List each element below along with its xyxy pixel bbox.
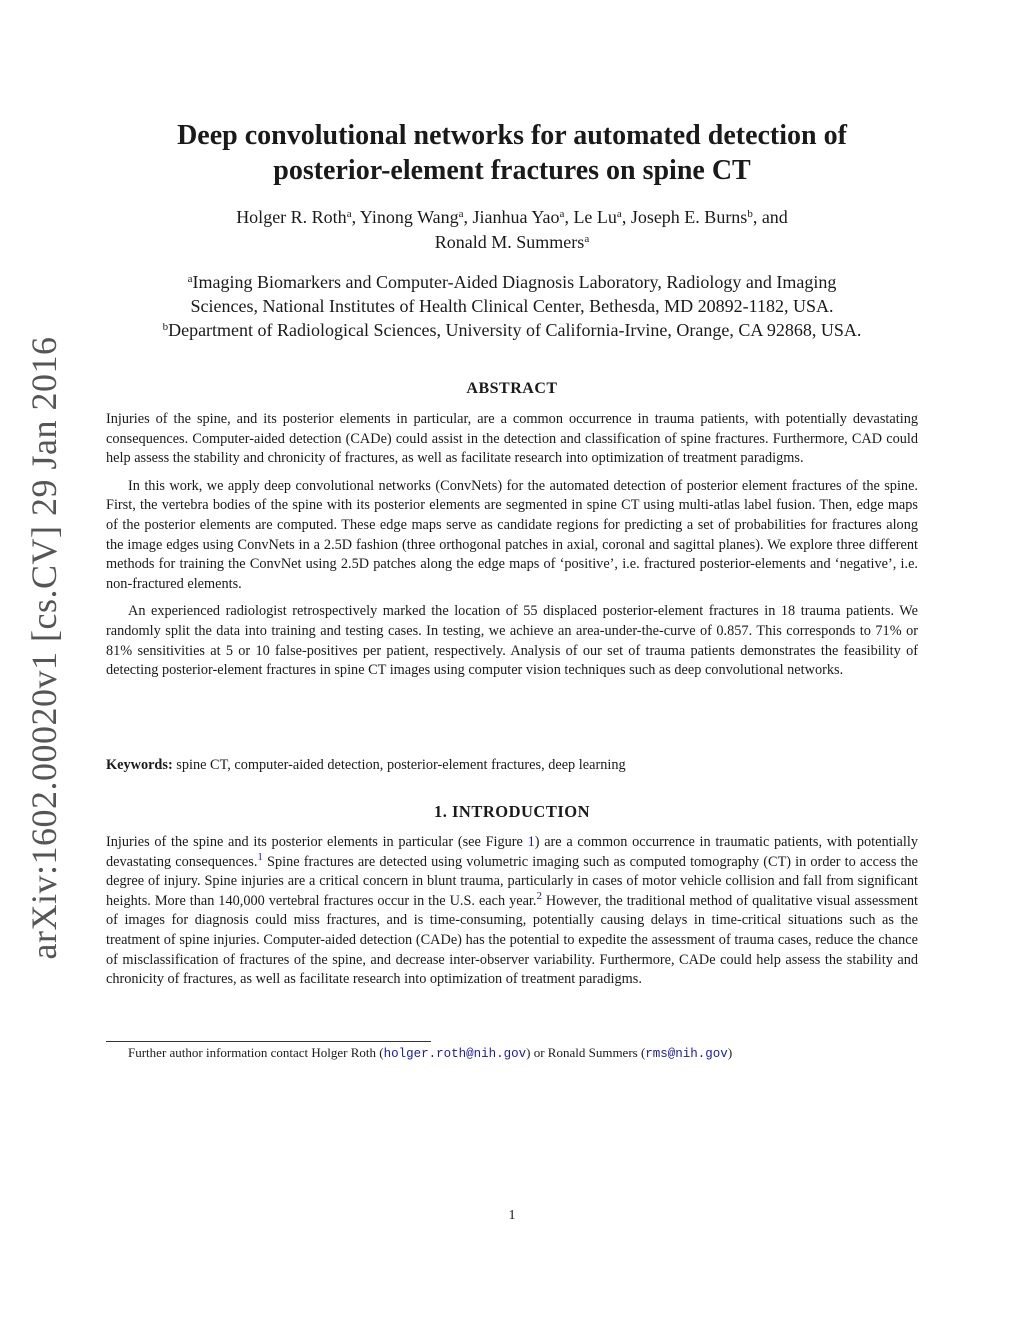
author-list — [120, 205, 904, 255]
author-name: Joseph E. Burns — [630, 207, 748, 227]
author-separator: , — [463, 207, 473, 227]
affiliation-mark: b — [162, 321, 169, 333]
author-name: Ronald M. Summers — [434, 232, 585, 252]
author-line-2 — [120, 230, 904, 255]
arxiv-identifier: arXiv:1602.00020v1 [cs.CV] 29 Jan 2016 — [24, 336, 64, 960]
author-separator: , and — [752, 207, 788, 227]
citation-link-2[interactable]: 2 — [536, 889, 542, 902]
affiliation-text: Department of Radiological Sciences, University of California-Irvine, Orange, CA 92868, USA. — [168, 320, 862, 340]
introduction-paragraph — [106, 833, 918, 990]
section-heading-introduction: 1. INTRODUCTION — [433, 802, 591, 821]
introduction-body — [106, 833, 918, 998]
keywords-text: spine CT, computer-aided detection, posterior-element fractures, deep learning — [172, 757, 626, 773]
intro-text: Spine fractures are detected using volumetric imaging such as computed tomography (CT) in order to access the degree of injury. Spine injuries are a critical concern in blunt trauma, particularly in cases of motor vehicle collision and fall from significant heights. More than 140,000 vertebral fractures occur in the U.S. each year. — [106, 853, 919, 909]
intro-text: Injuries of the spine and its posterior elements in particular (see Figure — [106, 834, 528, 850]
citation-link-1[interactable]: 1 — [257, 850, 263, 863]
intro-text: ) are a common occurrence in traumatic patients, with potentially devastating consequences. — [106, 834, 918, 870]
abstract-paragraph-2: In this work, we apply deep convolutional networks (ConvNets) for the automated detection of posterior element fractures of the spine. First, the vertebra bodies of the spine with its posterior elements are segmented in spine CT using multi-atlas label fusion. Then, edge maps of the posterior elements are computed. These edge maps serve as candidate regions for predicting a set of probabilities for fractures along the image edges using ConvNets in a 2.5D fashion (three orthogonal patches in axial, coronal and sagittal planes). We explore three different methods for training the ConvNet using 2.5D patches along the edge maps of ‘positive’, i.e. fractured posterior-elements and ‘negative’, i.e. non-fractured elements. — [106, 477, 918, 592]
abstract-paragraph-1: Injuries of the spine, and its posterior elements in particular, are a common occurrence in trauma patients, with potentially devastating consequences. Computer-aided detection (CADe) could assist in the detection and classification of spine fractures. Furthermore, CAD could help assess the stability and chronicity of fractures, as well as facilitate research into optimization of treatment paradigms. — [106, 411, 918, 467]
email-link-holger-roth[interactable]: holger.roth@nih.gov — [383, 1047, 527, 1061]
author-contact-footnote — [106, 1044, 918, 1063]
author-line-1 — [120, 205, 904, 230]
author-affiliation-mark: a — [584, 233, 590, 245]
author-affiliation-mark: a — [458, 208, 464, 220]
affiliation-list — [100, 270, 924, 342]
affiliation-a-line-2: Sciences, National Institutes of Health Clinical Center, Bethesda, MD 20892-1182, USA. — [190, 296, 834, 316]
author-name: Holger R. Roth — [236, 207, 347, 227]
author-separator: , — [564, 207, 574, 227]
author-affiliation-mark: a — [616, 208, 622, 220]
author-affiliation-mark: b — [747, 208, 753, 220]
affiliation-b-line — [100, 318, 924, 342]
affiliation-a-line-1 — [100, 270, 924, 294]
keywords-label: Keywords: — [106, 757, 173, 773]
abstract-heading: ABSTRACT — [466, 380, 558, 397]
title-line-2: posterior-element fractures on spine CT — [273, 155, 751, 186]
abstract-body — [106, 410, 918, 689]
affiliation-mark: a — [187, 273, 193, 285]
author-separator: , — [351, 207, 360, 227]
footnote-text: Further author information contact Holger Roth ( — [128, 1045, 384, 1060]
author-separator: , — [621, 207, 631, 227]
footnote-text: ) or Ronald Summers ( — [526, 1045, 646, 1060]
keywords-line — [106, 756, 918, 776]
paper-title — [120, 118, 904, 188]
title-line-1: Deep convolutional networks for automated detection of — [177, 120, 847, 151]
page-number: 1 — [508, 1208, 516, 1223]
author-affiliation-mark: a — [559, 208, 565, 220]
footnote-divider — [106, 1041, 431, 1042]
figure-reference-link[interactable]: 1 — [527, 834, 535, 850]
footnote-text: ) — [727, 1045, 733, 1060]
author-name: Yinong Wang — [359, 207, 459, 227]
abstract-paragraph-3: An experienced radiologist retrospectively marked the location of 55 displaced posterior-element fractures in 18 trauma patients. We randomly split the data into training and testing cases. In testing, we achieve an area-under-the-curve of 0.857. This corresponds to 71% or 81% sensitivities at 5 or 10 false-positives per patient, respectively. Analysis of our set of trauma patients demonstrates the feasibility of detecting posterior-element fractures in spine CT images using computer vision techniques such as deep convolutional networks. — [106, 603, 918, 679]
intro-text: However, the traditional method of qualitative visual assessment of images for diagnosis could miss fractures, and is time-consuming, potentially causing delays in time-critical situations such as the treatment of spine injuries. Computer-aided detection (CADe) has the potential to expedite the assessment of trauma cases, reduce the chance of misclassification of fractures of the spine, and decrease inter-observer variability. Furthermore, CADe could help assess the stability and chronicity of fractures, as well as facilitate research into optimization of treatment paradigms. — [106, 892, 919, 988]
author-affiliation-mark: a — [346, 208, 352, 220]
affiliation-text: Imaging Biomarkers and Computer-Aided Diagnosis Laboratory, Radiology and Imaging — [192, 272, 837, 292]
email-link-ronald-summers[interactable]: rms@nih.gov — [645, 1047, 728, 1061]
author-name: Le Lu — [573, 207, 617, 227]
author-name: Jianhua Yao — [472, 207, 560, 227]
